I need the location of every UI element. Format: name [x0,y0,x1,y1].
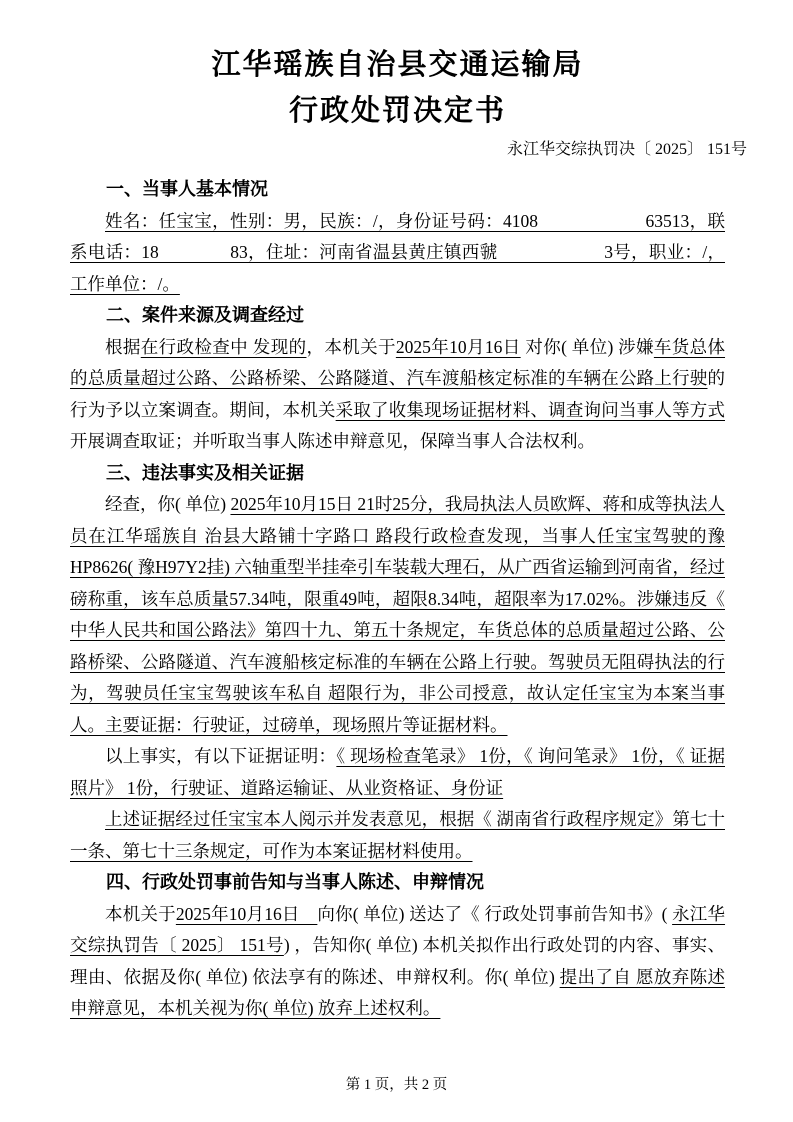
case-source-field: 在行政检查中 发现的 [140,336,307,357]
evidence-list-paragraph [70,741,725,804]
notice-date-field: 2025年10月16日 [175,903,318,924]
section-4-heading: 四、行政处罚事前告知与当事人陈述、申辩情况 [106,872,484,892]
template-text: 以上事实，有以下证据证明： [105,746,337,766]
filing-date-field: 2025年10月16日 [395,336,521,357]
template-text: 对你( 单位) 涉嫌 [520,336,654,357]
case-source-paragraph [70,332,725,458]
investigation-methods-field: 采取了收集现场证据材料、调查询问当事人等方式 [335,399,725,420]
section-1-heading: 一、当事人基本情况 [106,179,268,199]
suspected-violation-field: 车货总体的总质量超过公路、公路桥梁、公路隧道、汽车渡船核定标准的车辆在公路上行驶 [70,336,726,388]
party-info-paragraph [70,206,725,301]
notice-number-field: 永江华交综执罚告〔 2025〕 151号 [70,903,726,955]
evidence-review-field: 上述证据经过任宝宝本人阅示并发表意见，根据《 湖南省行政程序规定》第七十一条、第七十三条规定，可作为本案证据材料使用。 [70,809,725,861]
evidence-review-paragraph [70,804,725,867]
template-text: 开展调查取证；并听取当事人陈述申辩意见，保障当事人合法权利。 [70,431,595,451]
statement-waiver-field: 提出了自 愿放弃陈述申辩意见，本机关视为你( 单位) 放弃上述权利。 [70,966,726,1018]
template-text: 本机关于 [105,903,176,924]
template-text: 经查，你( 单位) [105,494,231,514]
template-text: 向你( 单位) 送达了《 行政处罚事前告知书》( [317,903,673,924]
page-number-footer: 第 1 页，共 2 页 [345,1077,448,1093]
template-text: 的行为予以立案调查。期间，本机关 [70,368,725,420]
violation-facts-paragraph [70,489,725,741]
document-title-line2: 行政处罚决定书 [288,95,506,127]
party-info-field: 姓名：任宝宝，性别：男，民族：/，身份证号码：4108 63513，联系电话：18 83，住址：河南省温县黄庄镇西虢 3号，职业：/，工作单位：/。 [70,210,725,294]
violation-facts-field: 2025年10月15日 21时25分，我局执法人员欧辉、蒋和成等执法人员在江华瑶族自 治县大路铺十字路口 路段行政检查发现，当事人任宝宝驾驶的豫HP8626( 豫H97Y2挂) 六轴重型半挂牵引车装载大理石，从广西省运输到河南省，经过磅称重，该车总质量57.34吨，限重49吨，超限8.34吨，超限率为17.02%。涉嫌违反《 中华人民共和国公路法》第四十九、第五十条规定，车货总体的总质量超过公路、公路桥梁、公路隧道、汽车渡船核定标准的车辆在公路上行驶。驾驶员无阻碍执法的行为，驾驶员任宝宝驾驶该车私自 超限行为，非公司授意，故认定任宝宝为本案当事人。主要证据：行驶证，过磅单，现场照片等证据材料。 [70,494,726,735]
section-2-heading: 二、案件来源及调查经过 [106,305,304,325]
template-text: ，本机关于 [306,336,396,357]
document-number: 永江华交综执罚决〔 2025〕 151号 [506,141,747,158]
prior-notice-paragraph [70,899,725,1025]
document-title-line1: 江华瑶族自治县交通运输局 [211,49,584,81]
evidence-list-field: 《 现场检查笔录》 1份，《 询问笔录》 1份，《 证据照片》 1份，行驶证、道路运输证、从业资格证、身份证 [70,746,725,798]
template-text: 根据 [105,336,141,357]
template-text: ) ，告知你( 单位) 本机关拟作出行政处罚的内容、事实、理由、依据及你( 单位) 依法享有的陈述、申辩权利。你( 单位) [70,935,725,987]
section-3-heading: 三、违法事实及相关证据 [106,462,304,483]
